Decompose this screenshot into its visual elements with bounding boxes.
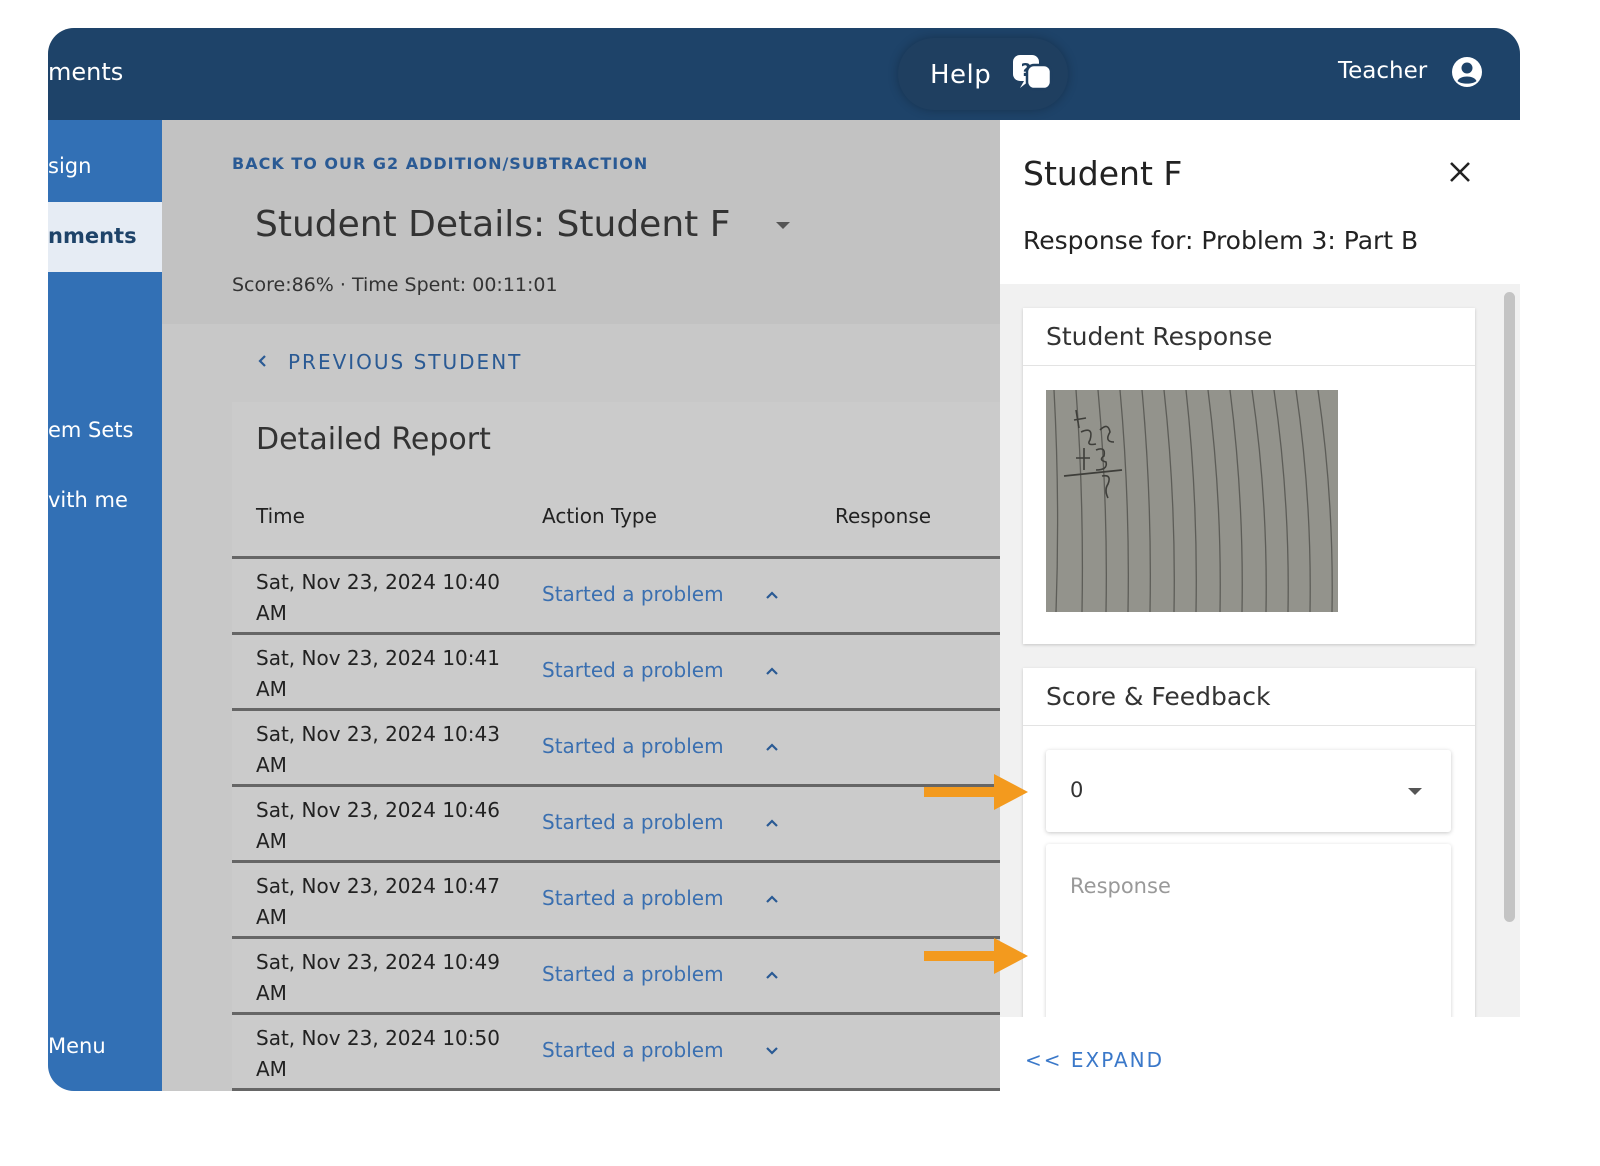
table-row xyxy=(232,1015,1000,1091)
app-window xyxy=(48,28,1520,1091)
student-response-image[interactable] xyxy=(1046,390,1338,612)
feedback-response-field[interactable] xyxy=(1046,844,1451,1017)
chevron-up-icon[interactable] xyxy=(764,967,780,983)
drawer-subtitle: Response for: Problem 3: Part B xyxy=(1023,226,1419,255)
score-summary: Score:86% · Time Spent: 00:11:01 xyxy=(232,274,558,296)
chevron-up-icon[interactable] xyxy=(764,739,780,755)
dropdown-caret-icon xyxy=(1408,788,1422,795)
table-row xyxy=(232,863,1000,939)
back-link[interactable]: BACK TO OUR G2 ADDITION/SUBTRACTION xyxy=(232,154,649,173)
drawer-title: Student F xyxy=(1023,154,1183,193)
score-value: 0 xyxy=(1070,778,1084,802)
help-chat-icon xyxy=(1010,52,1054,96)
chevron-up-icon[interactable] xyxy=(764,663,780,679)
row-time: Sat, Nov 23, 2024 10:50 AM xyxy=(256,1026,500,1081)
chevron-up-icon[interactable] xyxy=(764,815,780,831)
student-response-card xyxy=(1023,308,1475,644)
account-label[interactable]: Teacher xyxy=(1338,58,1428,84)
column-header-response: Response xyxy=(835,504,932,528)
app-title: ments xyxy=(48,58,124,86)
annotation-arrow-icon xyxy=(924,772,1028,812)
table-row xyxy=(232,711,1000,787)
row-action-link[interactable]: Started a problem xyxy=(542,962,724,986)
close-icon[interactable] xyxy=(1448,160,1472,184)
table-row xyxy=(232,635,1000,711)
sidebar-item-shared-with-me[interactable]: vith me xyxy=(48,488,128,512)
sidebar xyxy=(48,120,162,1091)
row-time: Sat, Nov 23, 2024 10:49 AM xyxy=(256,950,500,1005)
chevron-left-icon[interactable] xyxy=(256,354,270,368)
chevron-down-icon[interactable] xyxy=(764,1043,780,1059)
scrollbar-thumb[interactable] xyxy=(1504,292,1515,922)
row-action-link[interactable]: Started a problem xyxy=(542,658,724,682)
score-select[interactable] xyxy=(1046,750,1451,832)
table-row xyxy=(232,939,1000,1015)
row-time: Sat, Nov 23, 2024 10:41 AM xyxy=(256,646,500,701)
row-time: Sat, Nov 23, 2024 10:47 AM xyxy=(256,874,500,929)
sidebar-item-menu[interactable]: Menu xyxy=(48,1034,106,1058)
score-feedback-card xyxy=(1023,668,1475,1017)
row-time: Sat, Nov 23, 2024 10:43 AM xyxy=(256,722,500,777)
page-title: Student Details: Student F xyxy=(255,204,731,245)
report-title: Detailed Report xyxy=(256,422,491,457)
annotation-arrow-icon xyxy=(924,936,1028,976)
response-placeholder: Response xyxy=(1070,874,1171,898)
row-action-link[interactable]: Started a problem xyxy=(542,886,724,910)
previous-student-link[interactable]: PREVIOUS STUDENT xyxy=(288,350,523,374)
sidebar-item-assign[interactable]: sign xyxy=(48,154,92,178)
main-content xyxy=(162,120,1000,1091)
sidebar-item-problem-sets[interactable]: em Sets xyxy=(48,418,134,442)
column-header-action-type: Action Type xyxy=(542,504,657,528)
table-row xyxy=(232,787,1000,863)
column-header-time: Time xyxy=(256,504,305,528)
student-dropdown-icon[interactable] xyxy=(776,222,790,229)
row-action-link[interactable]: Started a problem xyxy=(542,810,724,834)
student-response-drawer xyxy=(1000,120,1520,1091)
table-row xyxy=(232,559,1000,635)
row-time: Sat, Nov 23, 2024 10:46 AM xyxy=(256,798,500,853)
student-response-heading: Student Response xyxy=(1023,308,1475,366)
chevron-up-icon[interactable] xyxy=(764,891,780,907)
svg-text:?: ? xyxy=(1020,60,1032,81)
drawer-scroll-area[interactable] xyxy=(1000,284,1520,1017)
top-bar xyxy=(48,28,1520,120)
row-action-link[interactable]: Started a problem xyxy=(542,582,724,606)
help-button[interactable] xyxy=(898,38,1068,110)
sidebar-item-assignments[interactable]: nments xyxy=(48,202,162,272)
score-feedback-heading: Score & Feedback xyxy=(1023,668,1475,726)
chevron-up-icon[interactable] xyxy=(764,587,780,603)
help-label: Help xyxy=(930,60,992,90)
detailed-report xyxy=(232,402,1000,1091)
row-action-link[interactable]: Started a problem xyxy=(542,1038,724,1062)
row-time: Sat, Nov 23, 2024 10:40 AM xyxy=(256,570,500,625)
student-header xyxy=(162,120,1000,324)
row-action-link[interactable]: Started a problem xyxy=(542,734,724,758)
account-icon[interactable] xyxy=(1451,56,1483,88)
expand-button[interactable]: << EXPAND xyxy=(1025,1048,1165,1072)
